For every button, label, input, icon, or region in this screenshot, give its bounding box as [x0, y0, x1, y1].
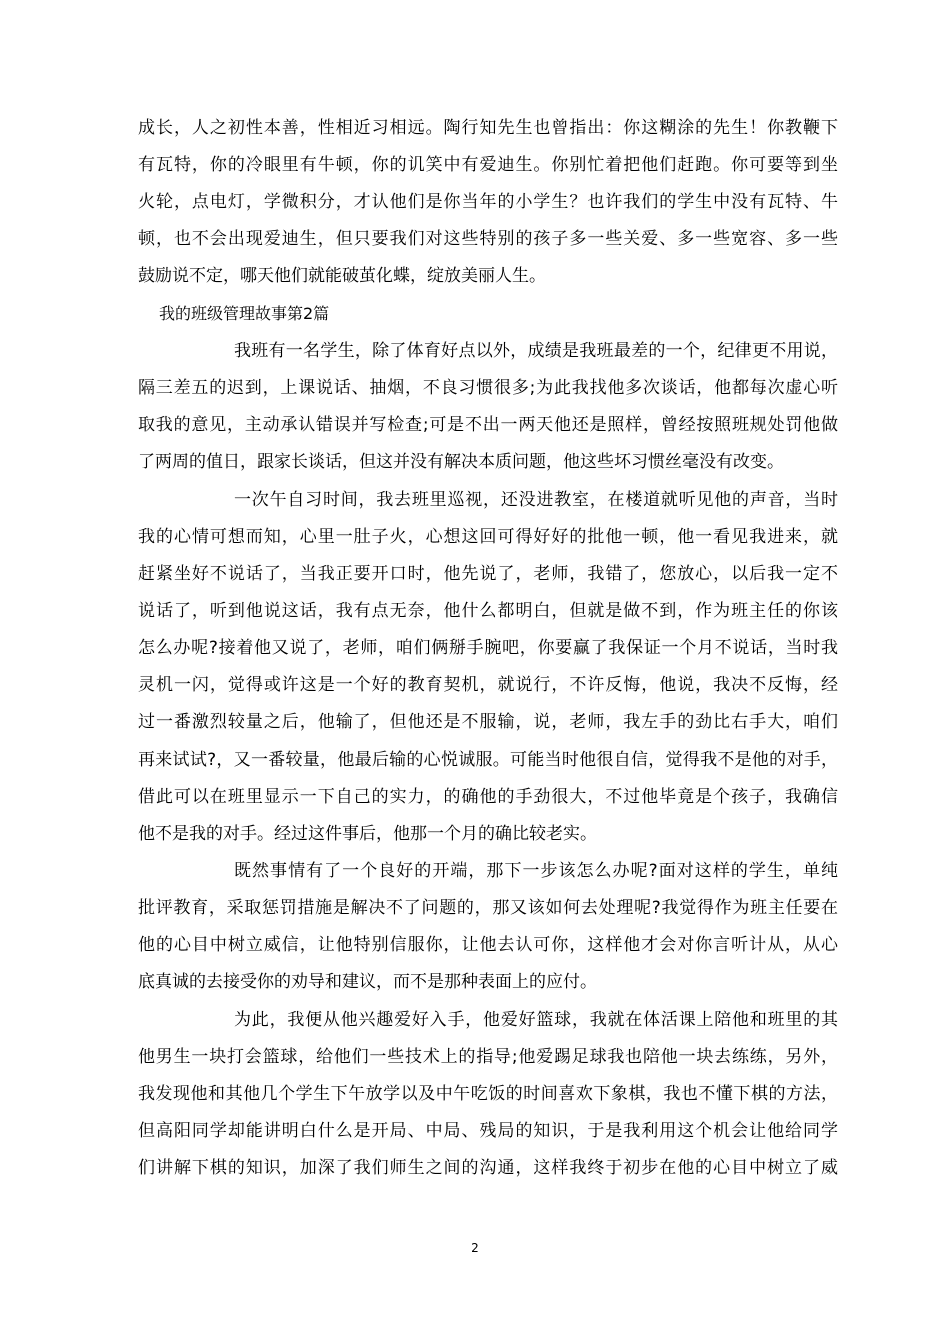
paragraph-line: 既然事情有了一个良好的开端，那下一步该怎么办呢?面对这样的学生，单纯 — [234, 861, 838, 881]
paragraph-line: 灵机一闪，觉得或许这是一个好的教育契机，就说行，不许反悔，他说，我决不反悔，经 — [138, 675, 838, 695]
paragraph-line: 为此，我便从他兴趣爱好入手，他爱好篮球，我就在体活课上陪他和班里的其 — [234, 1010, 838, 1030]
paragraph-line: 取我的意见，主动承认错误并写检查;可是不出一两天他还是照样，曾经按照班规处罚他做 — [138, 415, 838, 435]
paragraph-line: 成长，人之初性本善，性相近习相远。陶行知先生也曾指出：你这糊涂的先生！你教鞭下 — [138, 118, 838, 138]
paragraph-line: 他不是我的对手。经过这件事后，他那一个月的确比较老实。 — [138, 824, 597, 844]
paragraph-line: 再来试试?，又一番较量，他最后输的心悦诚服。可能当时他很自信，觉得我不是他的对手， — [138, 750, 838, 770]
paragraph-line: 我的心情可想而知，心里一肚子火，心想这回可得好好的批他一顿，他一看见我进来，就 — [138, 527, 838, 547]
paragraph-line: 过一番激烈较量之后，他输了，但他还是不服输，说，老师，我左手的劲比右手大，咱们 — [138, 712, 838, 732]
paragraph-line: 赶紧坐好不说话了，当我正要开口时，他先说了，老师，我错了，您放心，以后我一定不 — [138, 564, 838, 584]
paragraph-line: 但高阳同学却能讲明白什么是开局、中局、残局的知识，于是我利用这个机会让他给同学 — [138, 1121, 838, 1141]
section-heading: 我的班级管理故事第2篇 — [159, 304, 330, 323]
paragraph-line: 有瓦特，你的冷眼里有牛顿，你的讥笑中有爱迪生。你别忙着把他们赶跑。你可要等到坐 — [138, 155, 838, 175]
paragraph-line: 借此可以在班里显示一下自己的实力，的确他的手劲很大，不过他毕竟是个孩子，我确信 — [138, 787, 838, 807]
paragraph-line: 说话了，听到他说这话，我有点无奈，他什么都明白，但就是做不到，作为班主任的你该 — [138, 601, 838, 621]
paragraph-line: 我班有一名学生，除了体育好点以外，成绩是我班最差的一个，纪律更不用说， — [234, 341, 838, 361]
paragraph-line: 鼓励说不定，哪天他们就能破茧化蝶，绽放美丽人生。 — [138, 266, 546, 286]
paragraph-line: 顿，也不会出现爱迪生，但只要我们对这些特别的孩子多一些关爱、多一些宽容、多一些 — [138, 229, 838, 249]
paragraph-line: 怎么办呢?接着他又说了，老师，咱们俩掰手腕吧，你要赢了我保证一个月不说话，当时我 — [138, 638, 838, 658]
paragraph-line: 底真诚的去接受你的劝导和建议，而不是那种表面上的应付。 — [138, 972, 597, 992]
paragraph-line: 他男生一块打会篮球，给他们一些技术上的指导;他爱踢足球我也陪他一块去练练，另外， — [138, 1047, 838, 1067]
paragraph-line: 我发现他和其他几个学生下午放学以及中午吃饭的时间喜欢下象棋，我也不懂下棋的方法， — [138, 1084, 838, 1104]
paragraph-line: 他的心目中树立威信，让他特别信服你，让他去认可你，这样他才会对你言听计从，从心 — [138, 935, 838, 955]
paragraph-line: 一次午自习时间，我去班里巡视，还没进教室，在楼道就听见他的声音，当时 — [234, 490, 838, 510]
paragraph-line: 了两周的值日，跟家长谈话，但这并没有解决本质问题，他这些坏习惯丝毫没有改变。 — [138, 452, 784, 472]
page-number: 2 — [471, 1241, 479, 1255]
paragraph-line: 们讲解下棋的知识，加深了我们师生之间的沟通，这样我终于初步在他的心目中树立了威 — [138, 1158, 838, 1178]
paragraph-line: 火轮，点电灯，学微积分，才认他们是你当年的小学生？也许我们的学生中没有瓦特、牛 — [138, 192, 838, 212]
paragraph-line: 隔三差五的迟到，上课说话、抽烟，不良习惯很多;为此我找他多次谈话，他都每次虚心听 — [138, 378, 838, 398]
paragraph-line: 批评教育，采取惩罚措施是解决不了问题的，那又该如何去处理呢?我觉得作为班主任要在 — [138, 898, 838, 918]
